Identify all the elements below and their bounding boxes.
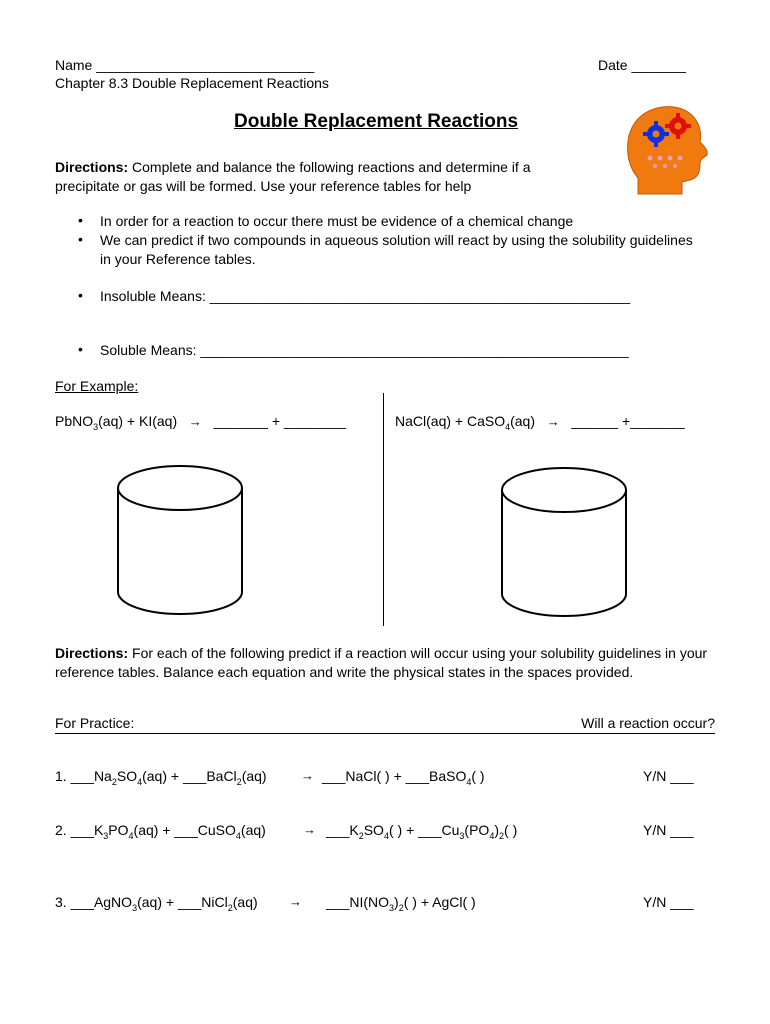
name-field-label: Name ____________________________ [55,57,315,73]
bullet-evidence: In order for a reaction to occur there must be evidence of a chemical change [100,213,574,229]
practice-header-row [55,715,715,734]
bullet-predict: We can predict if two compounds in aqueous solution will react by using the solubility guidelines in your Reference tables. [100,232,693,267]
problem-2-yn[interactable]: Y/N ___ [643,822,694,838]
arrow-icon: → [289,894,302,909]
reaction-question: Will a reaction occur? [581,715,715,731]
beaker-right-icon [496,462,632,622]
chapter-subtitle: Chapter 8.3 Double Replacement Reactions [55,75,329,91]
problem-2: 2. $\_\_\_K_3PO_4(aq)$ + ___CuSO$_4$(aq) [55,822,266,841]
practice-heading: For Practice: [55,715,135,731]
problem-3-yn[interactable]: Y/N ___ [643,894,694,910]
bullet-icon: • [78,212,83,228]
date-field-label: Date _______ [598,57,686,73]
beaker-left-icon [112,460,248,620]
bullet-icon: • [78,287,83,303]
bullet-icon: • [78,231,83,247]
problem-1: 1. $\_\_\_Na_2SO_4(aq)$ + ___BaCl$_2$(aq) [55,768,267,787]
bullet-icon: • [78,341,83,357]
directions-practice: Directions: For each of the following predict if a reaction will occur using your solubility guidelines in your reference tables. Balance each equation and write the physical states in the spaces provided. [55,645,708,680]
arrow-icon: → [188,414,202,429]
arrow-icon: → [546,414,560,429]
arrow-icon: → [303,822,316,837]
insoluble-means-field[interactable]: Insoluble Means: ______________________________________________________ [100,288,631,304]
soluble-means-field[interactable]: Soluble Means: _______________________________________________________ [100,342,629,358]
divider-line [383,393,384,626]
directions-intro: Directions: Complete and balance the following reactions and determine if a precipitate or gas will be formed. Use your reference tables for help [55,159,531,194]
example-right-blanks[interactable]: ______ +_______ [571,413,685,429]
example-heading: For Example: [55,378,139,394]
problem-2-products[interactable]: $\_\_\_K_2SO_4$( ) + $\_\_\_Cu_3(PO_4)_2$( ) [326,822,518,841]
page-title: Double Replacement Reactions [234,111,519,132]
example-right-equation: NaCl(aq) + CaSO$_4$(aq) → ______ +_______ [395,413,685,432]
arrow-icon: → [301,768,314,783]
problem-3: 3. ___AgNO$_3$(aq) + ___NiCl$_2$(aq) [55,894,258,913]
problem-3-products[interactable]: $\_\_\_NI(NO_3)_2$( ) + AgCl( ) [326,894,476,913]
example-left-equation: PbNO$_3$(aq) + KI(aq) → _______ + ________ [55,413,347,432]
problem-1-yn[interactable]: Y/N ___ [643,768,694,784]
problem-1-products[interactable]: ___NaCl( ) + ___BaSO$_4$( ) [322,768,485,787]
example-left-blanks[interactable]: _______ + ________ [213,413,347,429]
brain-gears-icon [620,100,712,196]
